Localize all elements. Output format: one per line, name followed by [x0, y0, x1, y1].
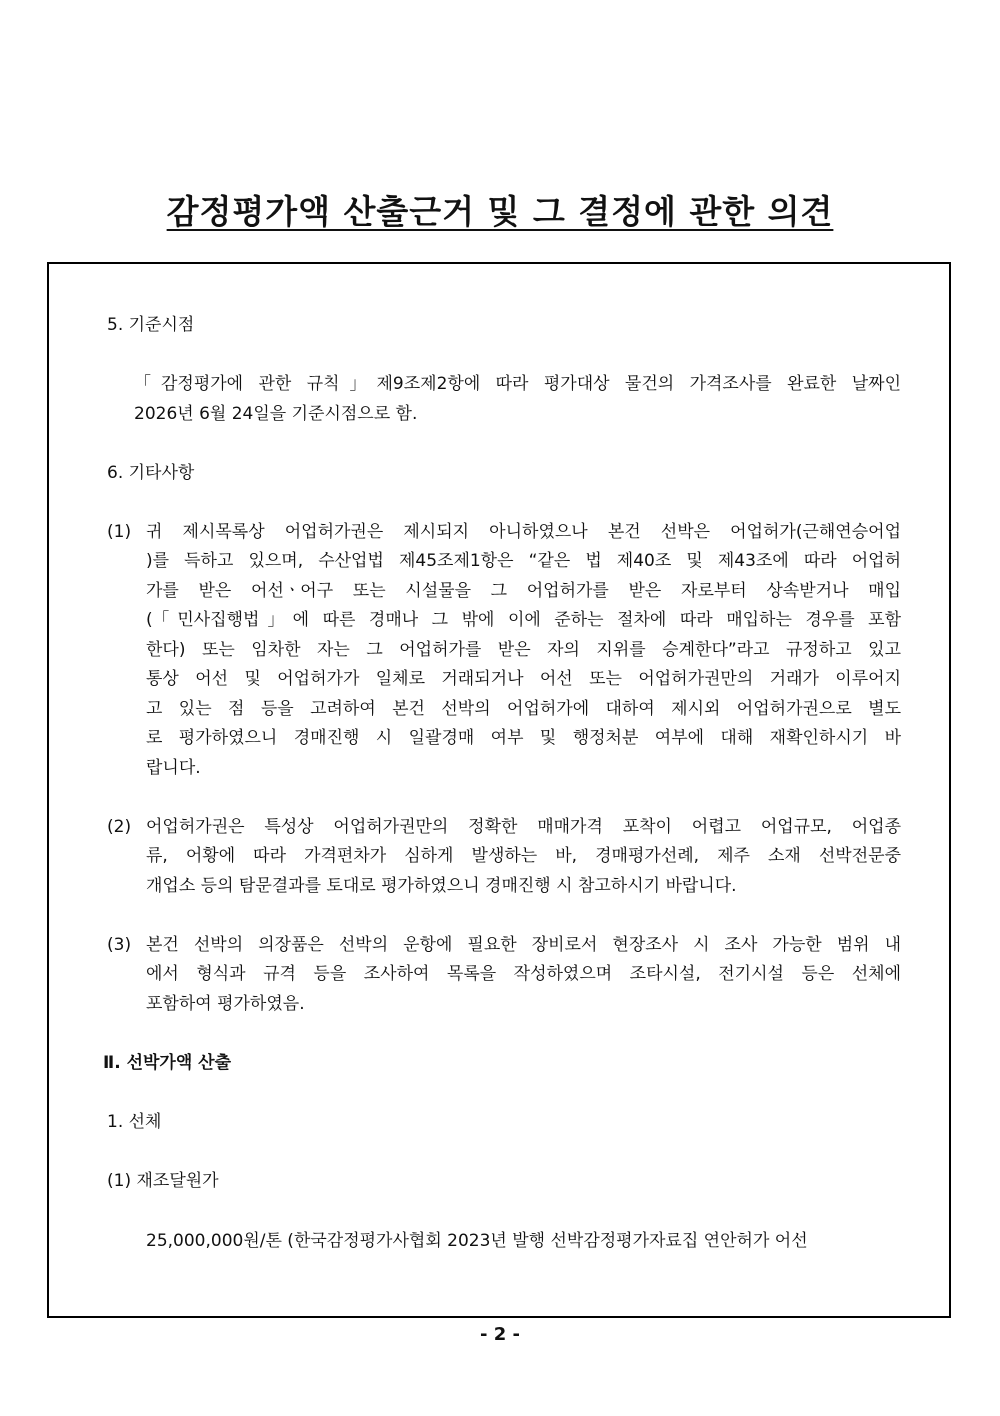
page-number: - 2 -: [480, 1324, 520, 1345]
item-1-line: 통상 어선 및 어업허가가 일체로 거래되거나 어선 또는 어업허가권만의 거래가 이루어지: [146, 669, 901, 689]
hull-heading: 1. 선체: [107, 1112, 162, 1132]
item-1-label: (1): [107, 522, 132, 542]
item-2-label: (2): [107, 817, 132, 837]
item-3-line: 에서 형식과 규격 등을 조사하여 목록을 작성하였으며 조타시설, 전기시설 등은 선체에: [146, 964, 901, 984]
item-1-line: )를 득하고 있으며, 수산업법 제45조제1항은 “같은 법 제40조 및 제43조에 따라 어업허: [146, 551, 901, 571]
item-1-line: (「민사집행법」에 따른 경매나 그 밖에 이에 준하는 절차에 따라 매입하는 경우를 포함: [146, 610, 901, 630]
item-1-line: 가를 받은 어선ㆍ어구 또는 시설물을 그 어업허가를 받은 자로부터 상속받거나 매입: [146, 581, 901, 601]
item-2-line: 개업소 등의 탐문결과를 토대로 평가하였으니 경매진행 시 참고하시기 바랍니다.: [146, 876, 737, 896]
replacement-cost-line: 25,000,000원/톤 (한국감정평가사협회 2023년 발행 선박감정평가자료집 연안허가 어선: [146, 1231, 808, 1251]
section-5-body-line: 2026년 6월 24일을 기준시점으로 함.: [134, 404, 418, 424]
section-5-heading: 5. 기준시점: [107, 315, 195, 335]
item-3-line: 본건 선박의 의장품은 선박의 운항에 필요한 장비로서 현장조사 시 조사 가능한 범위 내: [146, 935, 901, 955]
item-1-line: 귀 제시목록상 어업허가권은 제시되지 아니하였으나 본건 선박은 어업허가(근해연승어업: [146, 522, 901, 542]
section-6-heading: 6. 기타사항: [107, 463, 195, 483]
item-3-line: 포함하여 평가하였음.: [146, 994, 305, 1014]
item-2-line: 류, 어황에 따라 가격편차가 심하게 발생하는 바, 경매평가선례, 제주 소재 선박전문중: [146, 846, 901, 866]
part-2-heading: Ⅱ. 선박가액 산출: [103, 1053, 232, 1073]
item-1-line: 고 있는 점 등을 고려하여 본건 선박의 어업허가에 대하여 제시외 어업허가권으로 별도: [146, 699, 901, 719]
replacement-cost-heading: (1) 재조달원가: [107, 1171, 219, 1191]
section-5-body-line: 「감정평가에 관한 규칙」제9조제2항에 따라 평가대상 물건의 가격조사를 완료한 날짜인: [134, 374, 901, 394]
item-1-line: 랍니다.: [146, 758, 201, 778]
item-1-line: 한다) 또는 임차한 자는 그 어업허가를 받은 자의 지위를 승계한다”라고 규정하고 있고: [146, 640, 901, 660]
item-2-line: 어업허가권은 특성상 어업허가권만의 정확한 매매가격 포착이 어렵고 어업규모, 어업종: [146, 817, 901, 837]
page-title: 감정평가액 산출근거 및 그 결정에 관한 의견: [166, 192, 834, 231]
item-3-label: (3): [107, 935, 132, 955]
item-1-line: 로 평가하였으니 경매진행 시 일괄경매 여부 및 행정처분 여부에 대해 재확인하시기 바: [146, 728, 901, 748]
